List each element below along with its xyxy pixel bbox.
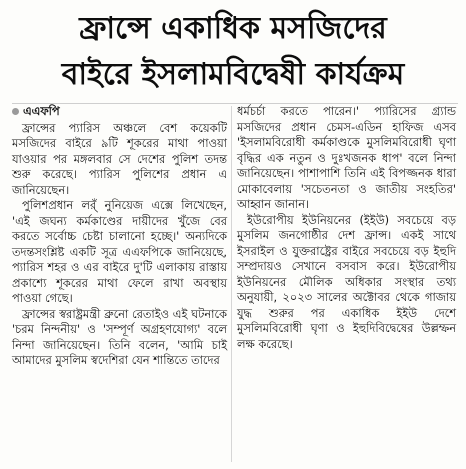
paragraph: ধর্মচর্চা করতে পারেন।' প্যারিসের গ্র্যান্ড মসজিদের প্রধান চেমস-এডিন হাফিজ এসব 'ইসলামবিরোধী কর্মকাণ্ডকে মুসলিমবিরোধী ঘৃণা বৃদ্ধির এক নতুন ও দুঃখজনক ধাপ' বলে নিন্দা জানিয়েছেন। পাশাপাশি তিনি এই বিপজ্জনক ধারা মোকাবেলায় 'সচেতনতা ও জাতীয় সংহতির' আহ্বান জানান।	[237, 104, 456, 211]
paragraph: ফ্রান্সের স্বরাষ্ট্রমন্ত্রী ব্রুনো রেতাইও এই ঘটনাকে 'চরম নিন্দনীয়' ও 'সম্পূর্ণ অগ্রহণযোগ্য' বলে নিন্দা জানিয়েছেন। তিনি বলেন, 'আমি চাই আমাদের মুসলিম স্বদেশিরা যেন শান্তিতে তাদের	[12, 306, 227, 367]
byline-source: এএফপি	[23, 104, 60, 118]
paragraph: ফ্রান্সের প্যারিস অঞ্চলে বেশ কয়েকটি মসজিদের বাইরে ৯টি শূকরের মাথা পাওয়া যাওয়ার পর মঙ্গলবার সে দেশের পুলিশ তদন্ত শুরু করেছে। প্যারিস পুলিশের প্রধান এ জানিয়েছেন।	[12, 120, 227, 197]
paragraph: পুলিশপ্রধান লর্ঁ নুনিয়েজ এক্সে লিখেছেন, 'এই জঘন্য কর্মকাণ্ডের দায়ীদের খুঁজে বের করতে সর্বোচ্চ চেষ্টা চালানো হচ্ছে।' অন্যদিকে তদন্তসংশ্লিষ্ট একটি সূত্র এএফপিকে জানিয়েছে, প্যারিস শহর ও এর বাইরে দু'টি এলাকায় রাস্তায় প্রকাশ্যে শূকরের মাথা ফেলে রাখা অবস্থায় পাওয়া গেছে।	[12, 198, 227, 305]
article-column-left	[12, 104, 227, 369]
paragraph: ইউরোপীয় ইউনিয়নের (ইইউ) সবচেয়ে বড় মুসলিম জনগোষ্ঠীর দেশ ফ্রান্স। একই সাথে ইসরাইল ও যুক্তরাষ্ট্রের বাইরে সবচেয়ে বড় ইহুদি সম্প্রদায়ও সেখানে বসবাস করে। ইউরোপীয় ইউনিয়নের মৌলিক অধিকার সংস্থার তথ্য অনুযায়ী, ২০২৩ সালের অক্টোবর থেকে গাজায় যুদ্ধ শুরুর পর একাধিক ইইউ দেশে মুসলিমবিরোধী ঘৃণা ও ইহুদিবিদ্বেষের উল্লম্ফন লক্ষ করেছে।	[237, 212, 456, 351]
headline-line-2: বাইরে ইসলামবিদ্বেষী কার্যক্রম	[61, 57, 405, 92]
headline	[0, 6, 466, 98]
article-column-right	[237, 104, 456, 352]
headline-line-1: ফ্রান্সে একাধিক মসজিদের	[79, 11, 387, 46]
byline	[12, 104, 227, 120]
column-divider	[231, 106, 232, 462]
bullet-icon	[12, 108, 19, 115]
